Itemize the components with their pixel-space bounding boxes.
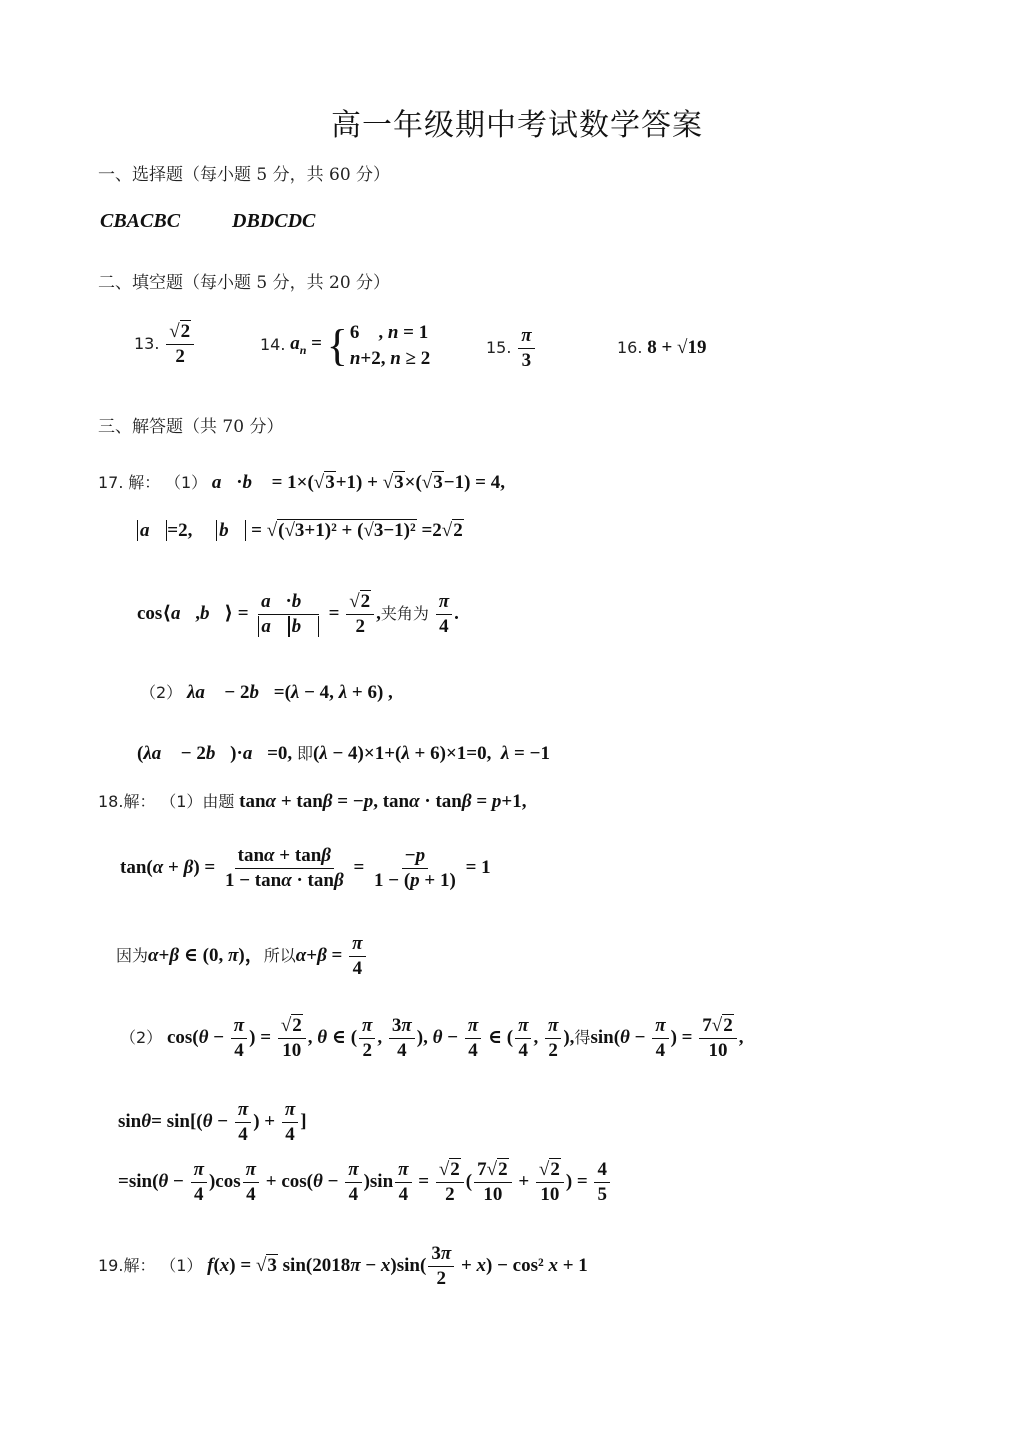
q18-line-4: （2） cos(θ − $\frac{\pi}{4}$ ) = $\frac{√2}{10}$ , θ ∈ ( $\frac{\pi}{2}$ , $\frac{3\pi}{4}$ ), θ − $\frac{\pi}{4}$ ∈ ( $\frac{\pi}{4}$ , $\frac{\pi}{2}$ ),得sin(θ − $\frac{\pi}{4}$ ) = $\frac{7√2}{10}$ ,: [120, 1015, 744, 1061]
choice-answers-7-12: DBDCDC: [232, 210, 316, 232]
q17-line-4: （2） λa⃗ − 2b⃗=(λ − 4, λ + 6) ,: [140, 682, 393, 703]
q16-label: 16.: [617, 338, 643, 357]
q13-label: 13.: [134, 333, 160, 353]
q18-de: 得: [574, 1027, 591, 1047]
q17-line-1: 17. 解： （1） a⃗·b⃗ = 1×(√3+1) + √3×(√3−1) = 4,: [98, 472, 505, 493]
q17-ji: 即: [296, 744, 313, 763]
section-1-heading: 一、选择题（每小题 5 分，共 60 分）: [98, 165, 391, 185]
q18-line-1: 18.解： （1）由题 tanα + tanβ = −p, tanα · tanβ = p+1,: [98, 791, 527, 812]
q17-line-2: a⃗ =2, b⃗ = √(√3+1)² + (√3−1)² =2√2: [137, 520, 464, 542]
choice-answers-1-6: CBACBC: [100, 210, 181, 232]
q18-part2: （2）: [120, 1027, 163, 1047]
q18-line-5: sinθ= sin[(θ − $\frac{\pi}{4}$ ) + $\frac{\pi}{4}$ ]: [118, 1099, 307, 1145]
q19-line-1: 19.解： （1） f(x) = √3 sin(2018π − x)sin( $\frac{3\pi}{2}$ + x) − cos² x + 1: [98, 1243, 588, 1289]
q17-part2: （2）: [140, 683, 183, 702]
q17-angle-text: 夹角为: [380, 603, 429, 623]
answer-14: 14. $a_n$ = { 6 , n = 1 n+2, n ≥ 2: [260, 320, 431, 370]
q19-part1: （1）: [160, 1255, 203, 1275]
q18-line-6: =sin(θ − $\frac{\pi}{4}$ )cos $\frac{\pi}{4}$ + cos(θ − $\frac{\pi}{4}$ )sin $\frac{\pi}{4}$ = $\frac{√2}{2}$ ( $\frac{7√2}{10}$ + $\frac{√2}{10}$ ) = $\frac{4}{5}$: [118, 1160, 612, 1205]
q17-line-3: cos⟨a⃗,b⃗⟩ = $\frac{a⃗\cdot b⃗}{a⃗ b⃗}$ = $\frac{√2}{2}$ ,夹角为 $\frac{\pi}{4}$ .: [137, 591, 459, 637]
q18-part1: （1）由题: [160, 792, 235, 811]
answer-16-value: 8 + √19: [647, 337, 707, 358]
q14-label: 14.: [260, 335, 286, 354]
section-3-heading: 三、解答题（共 70 分）: [98, 417, 284, 437]
q15-label: 15.: [486, 337, 512, 357]
q17-part1: （1）: [164, 473, 208, 492]
section-2-heading: 二、填空题（每小题 5 分，共 20 分）: [98, 273, 391, 293]
q17-number: 17.: [98, 473, 124, 492]
q18-line-3: 因为α+β ∈ (0, π)，所以α+β = $\frac{\pi}{4}$: [116, 934, 368, 979]
q18-number: 18.解：: [98, 792, 156, 811]
q18-so: 所以: [263, 945, 296, 965]
q19-number: 19.解：: [98, 1255, 156, 1275]
answer-16: [617, 337, 706, 359]
q18-because: 因为: [116, 945, 149, 965]
q17-line-5: (λa⃗ − 2b⃗)·a⃗=0, 即(λ − 4)×1+(λ + 6)×1=0, λ = −1: [137, 743, 550, 764]
answer-15: 15. $\frac{\pi}{3}$: [486, 326, 537, 371]
q18-line-2: tan(α + β) = $\frac{\tan\alpha + \tan\beta}{1 - \tan\alpha \cdot \tan\beta}$ = $\frac{-p}{1 - (p + 1)}$ = 1: [120, 845, 491, 891]
answer-13: 13. $\frac{√2}{2}$: [134, 322, 196, 367]
page-title: 高一年级期中考试数学答案: [331, 108, 703, 143]
q17-jie: 解：: [128, 473, 161, 492]
